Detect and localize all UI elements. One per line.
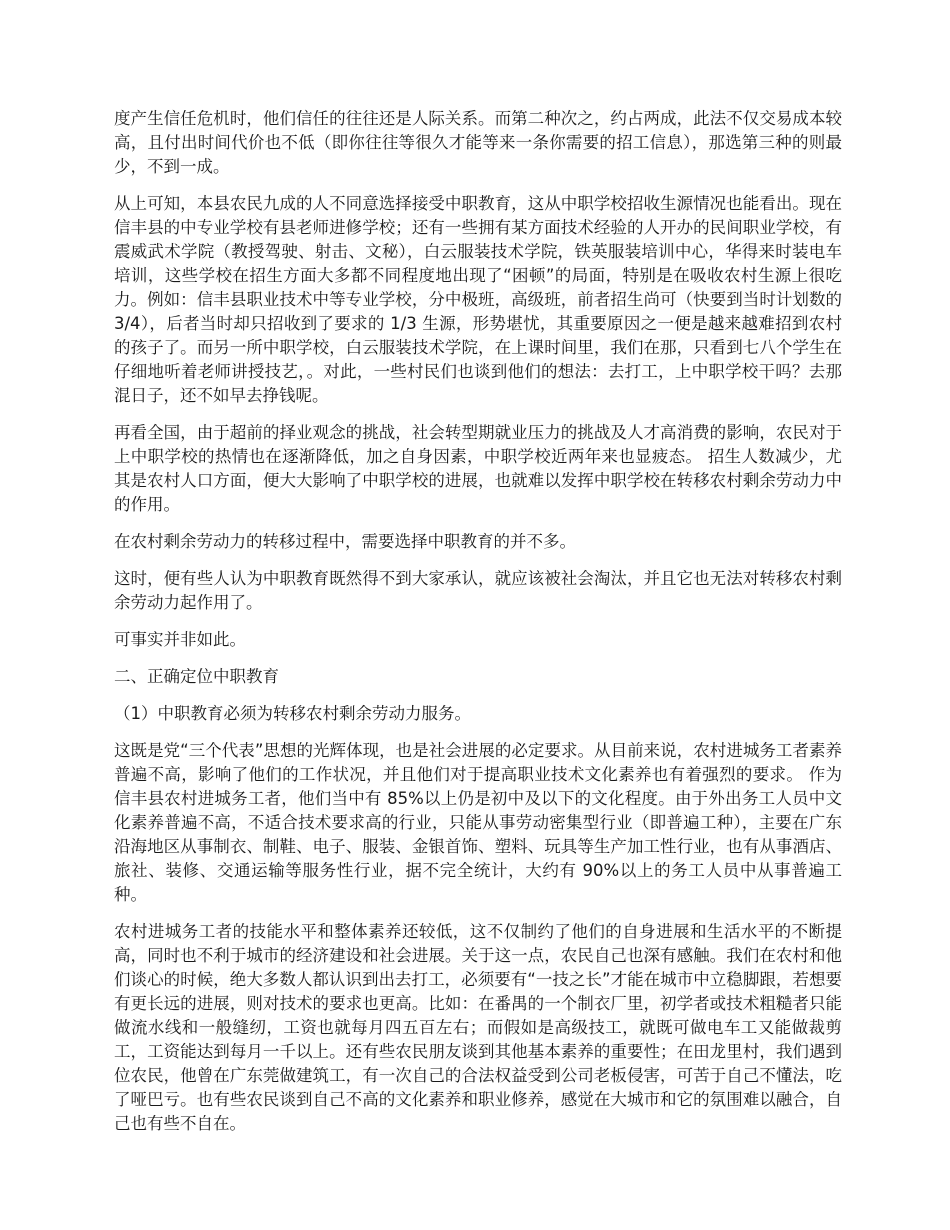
subsection-heading: （1）中职教育必须为转移农村剩余劳动力服务。 [114, 704, 471, 723]
paragraph-trust-crisis: 度产生信任危机时，他们信任的往往还是人际关系。而第二种次之，约占两成，此法不仅交易成本较高，且付出时间代价也不低（即你往往等很久才能等来一条你需要的招工信息），那选第三种的则最少，不到一成。 [114, 109, 842, 176]
paragraph-local-enrollment: 从上可知，本县农民九成的人不同意选择接受中职教育，这从中职学校招收生源情况也能看出。现在信丰县的中专业学校有县老师进修学校；还有一些拥有某方面技术经验的人开办的民间职业学校，有震威武术学院（教授驾驶、射击、文秘），白云服装技术学院，铁英服装培训中心，华得来时装电车培训，这些学校在招生方面大多都不同程度地出现了“困顿”的局面，特别是在吸收农村生源上很吃力。例如：信丰县职业技术中等专业学校，分中极班，高级班，前者招生尚可（快要到当时计划数的 3/4），后者当时却只招收到了要求的 1/3 生源，形势堪忧，其重要原因之一便是越来越难招到农村的孩子了。而另一所中职学校，白云服装技术学院，在上课时间里，我们在那，只看到七八个学生在仔细地听着老师讲授技艺，。对此，一些村民们也谈到他们的想法：去打工，上中职学校干吗？去那混日子，还不如早去挣钱呢。 [114, 194, 842, 405]
paragraph-national-view: 再看全国，由于超前的择业观念的挑战，社会转型期就业压力的挑战及人才高消费的影响，农民对于上中职学校的热情也在逐渐降低，加之自身因素，中职学校近两年来也显疲态。 招生人数减少，尤其是农村人口方面，便大大影响了中职学校的进展，也就难以发挥中职学校在转移农村剩余劳动力中的作用。 [114, 423, 842, 514]
document-body [114, 107, 842, 1149]
paragraph-few-choose: 在农村剩余劳动力的转移过程中，需要选择中职教育的并不多。 [114, 532, 576, 551]
paragraph-three-represents: 这既是党“三个代表”思想的光辉体现，也是社会进展的必定要求。从目前来说，农村进城务工者素养普遍不高，影响了他们的工作状况，并且他们对于提高职业技术文化素养也有着强烈的要求。 作为信丰县农村进城务工者，他们当中有 85%以上仍是初中及以下的文化程度。由于外出务工人员中文化素养普遍不高，不适合技术要求高的行业，只能从事劳动密集型行业（即普遍工种），主要在广东沿海地区从事制衣、制鞋、电子、服装、金银首饰、塑料、玩具等生产加工性行业，也有从事酒店、旅社、装修、交通运输等服务性行业，据不完全统计，大约有 90%以上的务工人员中从事普遍工种。 [114, 741, 842, 904]
paragraph-elimination-view: 这时，便有些人认为中职教育既然得不到大家承认，就应该被社会淘汰，并且它也无法对转移农村剩余劳动力起作用了。 [114, 569, 842, 612]
paragraph-not-so: 可事实并非如此。 [114, 630, 246, 649]
section-heading: 二、正确定位中职教育 [114, 667, 279, 686]
paragraph-skill-level: 农村进城务工者的技能水平和整体素养还较低，这不仅制约了他们的自身进展和生活水平的不断提高，同时也不利于城市的经济建设和社会进展。关于这一点，农民自己也深有感触。我们在农村和他们谈心的时候，绝大多数人都认识到出去打工，必须要有“一技之长”才能在城市中立稳脚跟，若想要有更长远的进展，则对技术的要求也更高。比如：在番禺的一个制衣厂里，初学者或技术粗糙者只能做流水线和一般缝纫，工资也就每月四五百左右；而假如是高级技工，就既可做电车工又能做裁剪工，工资能达到每月一千以上。还有些农民朋友谈到其他基本素养的重要性；在田龙里村，我们遇到位农民，他曾在广东莞做建筑工，有一次自己的合法权益受到公司老板侵害，可苦于自己不懂法，吃了哑巴亏。也有些农民谈到自己不高的文化素养和职业修养，感觉在大城市和它的氛围难以融合，自己也有些不自在。 [114, 922, 842, 1133]
